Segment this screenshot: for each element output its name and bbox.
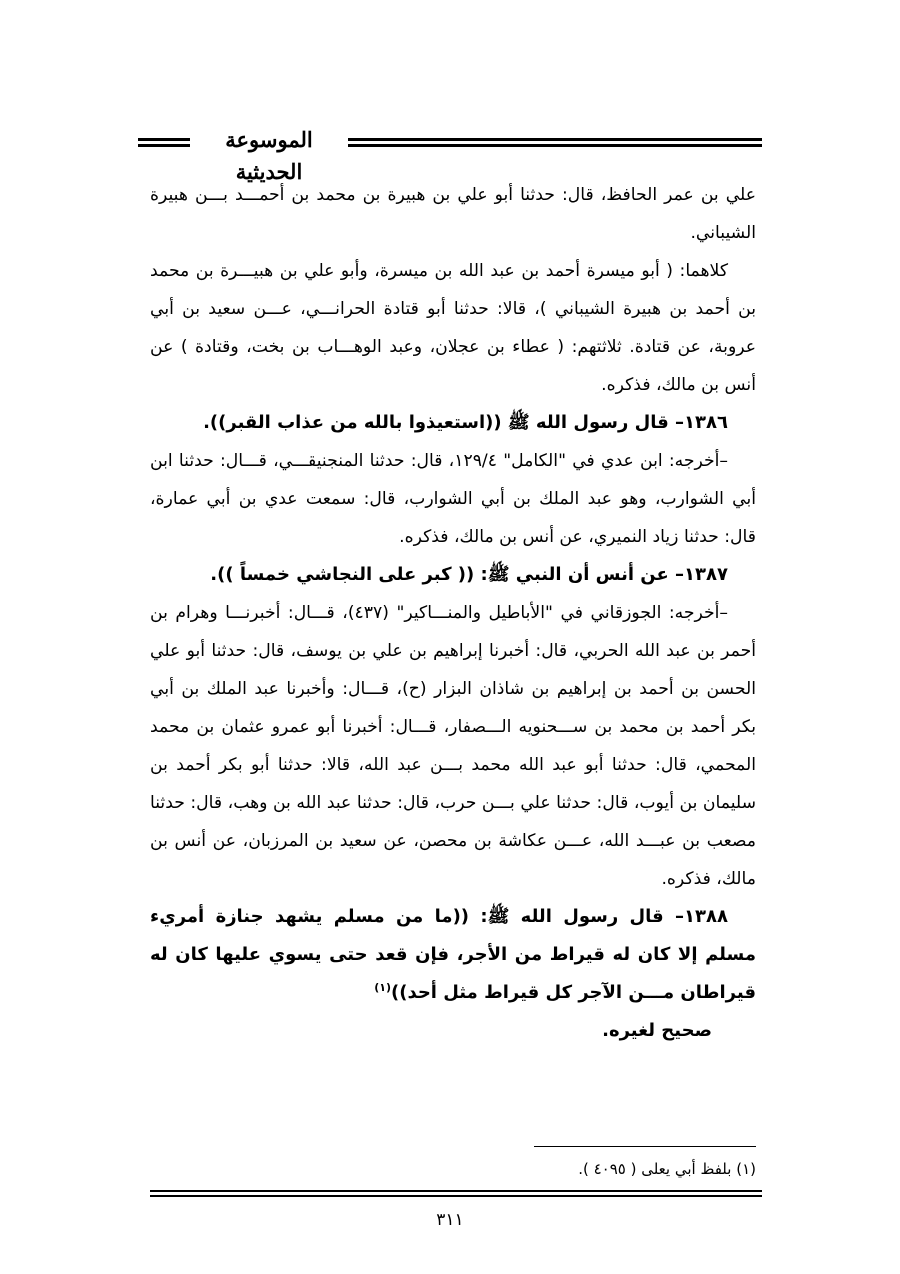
page-body	[150, 176, 756, 1050]
paragraph: –أخرجه: الجوزقاني في "الأباطيل والمنـــاكير" (٤٣٧)، قـــال: أخبرنـــا وهرام بن أحمر بن عبد الله الحربي، قال: أخبرنا إبراهيم بن علي بن يوسف، قال: حدثنا أبو علي الحسن بن أحمد بن إبراهيم بن شاذان البزار (ح)، قـــال: وأخبرنا عبد الملك بن أبي بكر أحمد بن محمد بن ســـحنويه الـــصفار، قـــال: أخبرنا أبو عمرو عثمان بن محمد المحمي، قال: حدثنا أبو عبد الله محمد بـــن عبد الله، قالا: حدثنا أبو بكر أحمد بن سليمان بن أيوب، قال: حدثنا علي بـــن حرب، قال: حدثنا عبد الله بن وهب، قال: حدثنا مصعب بن عبـــد الله، عـــن عكاشة بن محصن، عن سعيد بن المرزبان، عن أنس بن مالك، فذكره.	[150, 603, 756, 889]
paragraph: –أخرجه: ابن عدي في "الكامل" ١٢٩/٤، قال: حدثنا المنجنيقـــي، قـــال: حدثنا ابن أبي الشوارب، وهو عبد الملك بن أبي الشوارب، قال: سمعت عدي بن أبي عمارة، قال: حدثنا زياد النميري، عن أنس بن مالك، فذكره.	[150, 451, 756, 547]
paragraph: كلاهما: ( أبو ميسرة أحمد بن عبد الله بن ميسرة، وأبو علي بن هبيـــرة بن محمد بن أحمد بن هبيرة الشيباني )، قالا: حدثنا أبو قتادة الحرانـــي، عـــن سعيد بن أبي عروبة، عن قتادة. ثلاثتهم: ( عطاء بن عجلان، وعبد الوهـــاب بن بخت، وقتادة ) عن أنس بن مالك، فذكره.	[150, 261, 756, 395]
hadith-heading-1386: ١٣٨٦– قال رسول الله ﷺ ((استعيذوا بالله من عذاب القبر)).	[203, 412, 728, 433]
footnote-separator	[534, 1146, 756, 1147]
footer-rule	[150, 1190, 762, 1192]
hadith-heading-1387: ١٣٨٧– عن أنس أن النبي ﷺ: (( كبر على النجاشي خمساً )).	[210, 564, 728, 585]
header-title: الموسوعة الحديثية	[225, 127, 313, 184]
paragraph: علي بن عمر الحافظ، قال: حدثنا أبو علي بن هبيرة بن محمد بن أحمـــد بـــن هبيرة الشيباني.	[150, 185, 756, 243]
running-header	[138, 118, 762, 184]
footer-rule	[150, 1195, 762, 1197]
footnote: (١) بلفظ أبي يعلى ( ٤٠٩٥ ).	[578, 1160, 756, 1178]
header-rule-line	[348, 138, 762, 141]
header-rule-line	[138, 144, 190, 147]
hadith-text: ١٣٨٨– قال رسول الله ﷺ: ((ما من مسلم يشهد جنازة أمريء مسلم إلا كان له قيراط من الأجر، فإن قعد حتى يسوي عليها كان له قيراطان مـــن الآجر كل قيراط مثل أحد))	[150, 906, 756, 1003]
verdict: صحيح لغيره.	[602, 1020, 712, 1041]
header-rule-line	[138, 138, 190, 141]
footnote-reference[interactable]: (١)	[374, 981, 391, 994]
header-rule-line	[348, 144, 762, 147]
page-number: ٣١١	[436, 1210, 464, 1230]
hadith-heading-1388	[150, 898, 756, 1012]
